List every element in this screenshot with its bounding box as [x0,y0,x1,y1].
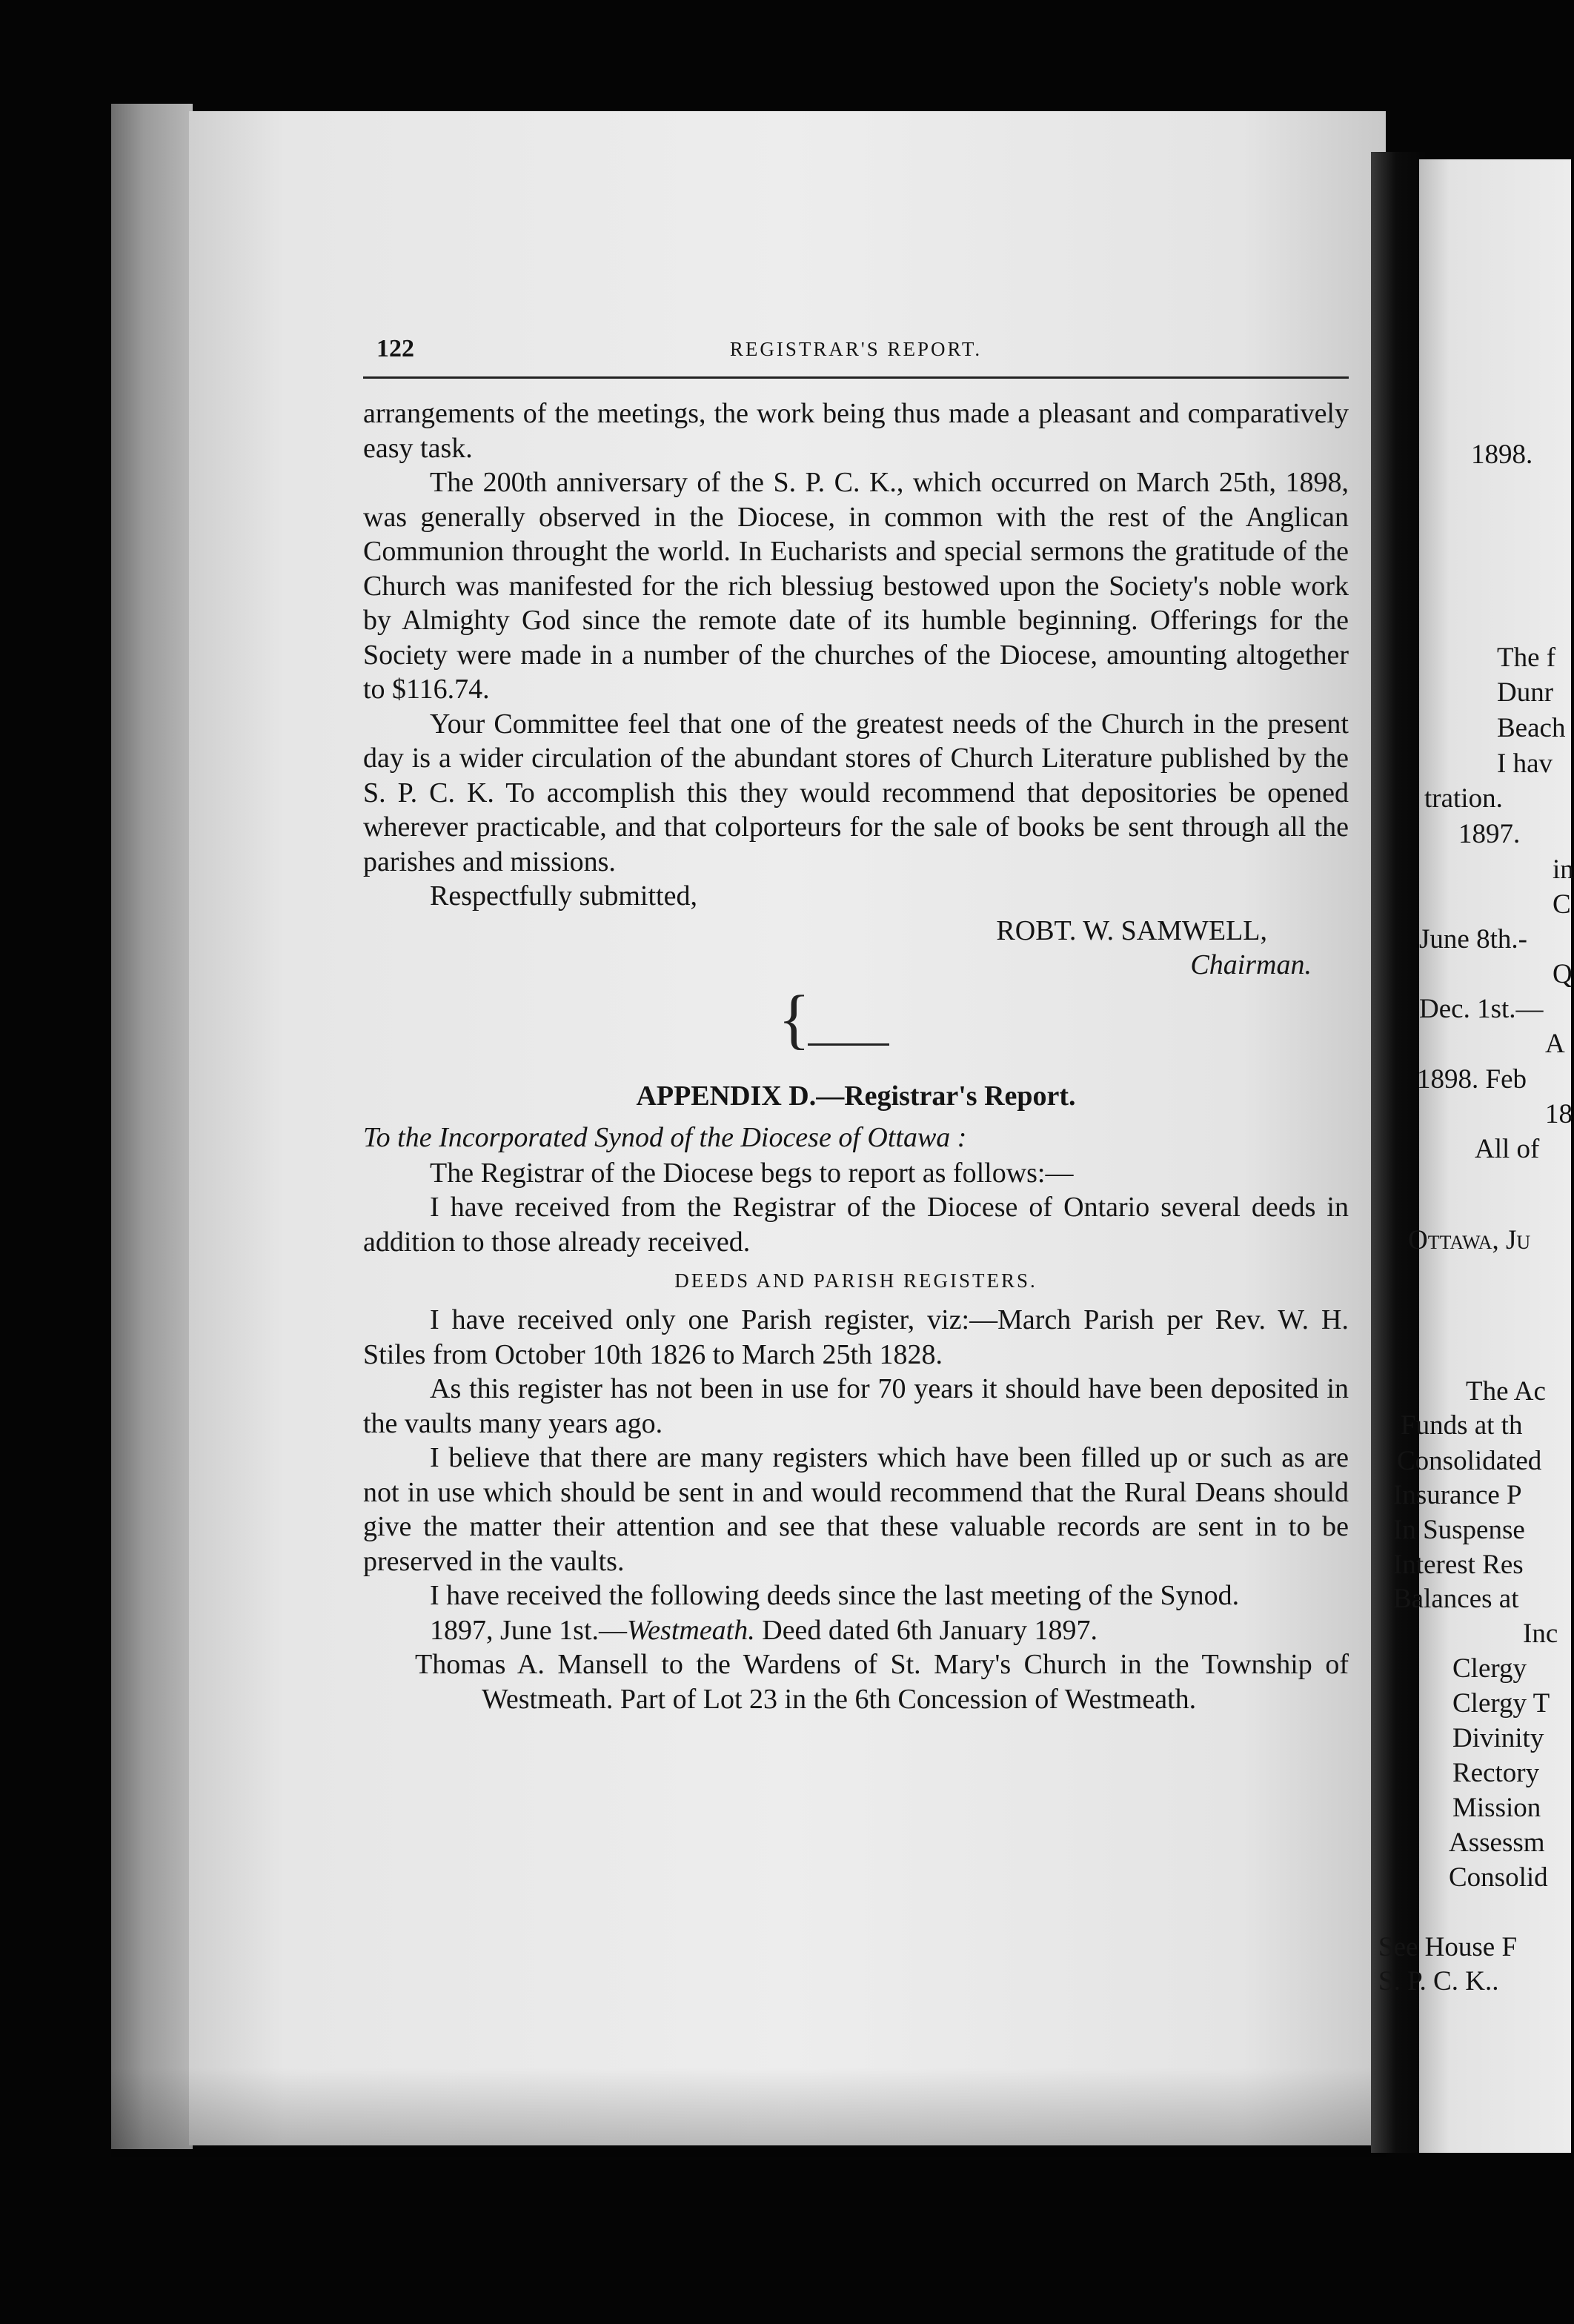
address-line: To the Incorporated Synod of the Diocese of Ottawa : [363,1121,967,1153]
paragraph: I have received the following deeds since the last meeting of the Synod. [430,1580,1240,1611]
right-line: In Suspense [1393,1515,1525,1545]
book-gutter [1371,152,1427,2153]
right-line: The Ac [1466,1376,1546,1407]
closing-line: Respectfully submitted, [430,880,697,912]
right-line: June 8th.- [1419,924,1527,954]
paragraph: arrangements of the meetings, the work being thus made a pleasant and comparatively easy task. [363,398,1349,464]
right-line: in [1553,854,1574,885]
right-line: Q [1553,959,1573,989]
left-page-text [363,326,1349,1716]
paragraph: I believe that there are many registers which have been filled up or such as are not in use which should be sent in and would recommend that the Rural Deans should give the matter their attention and see that these valuable records are sent in to be preserved in the vaults. [363,1442,1349,1577]
right-line: Inc [1523,1618,1558,1649]
right-line: 18 [1545,1099,1573,1129]
running-title: REGISTRAR'S REPORT. [729,338,983,360]
brace-mark: { [778,982,811,1056]
right-line: Consolid [1449,1862,1548,1893]
right-line: C [1553,889,1571,920]
right-line: Dec. 1st.— [1419,994,1544,1024]
right-line: Rectory [1452,1758,1540,1788]
right-line: Beach [1497,713,1566,743]
paragraph: The Registrar of the Diocese begs to report as follows:— [430,1157,1074,1189]
page-shadow [111,2068,1386,2157]
right-line: 1898. [1471,439,1533,470]
running-header [363,326,1349,379]
right-line: tration. [1424,783,1503,814]
paragraph: I have received from the Registrar of the Diocese of Ontario several deeds in addition to those already received. [363,1192,1349,1258]
entry-deed: Deed dated 6th January 1897. [762,1614,1098,1646]
right-line: Mission [1452,1793,1541,1823]
entry-place: Westmeath. [627,1614,755,1646]
signature-name: ROBT. W. SAMWELL, [996,914,1267,946]
right-line: Ottawa, Ju [1408,1225,1531,1255]
right-line: 1897. [1458,819,1521,849]
paragraph: The 200th anniversary of the S. P. C. K., which occurred on March 25th, 1898, was generally observed in the Diocese, in common with the rest of the Anglican Communion throught the world. In Eucharists and special sermons the gratitude of the Church was manifested for the rich blessiug bestowed upon the Society's noble work by Almighty God since the remote date of its humble beginning. Offerings for the Society were made in a number of the churches of the Diocese, amounting altogether to $116.74. [363,467,1349,705]
paragraph: Your Committee feel that one of the greatest needs of the Church in the present day is a wider circulation of the abundant stores of Church Literature published by the S. P. C. K. To accomplish this they would recommend that depositories be opened wherever practicable, and that colporteurs for the sale of books be sent through all the parishes and missions. [363,708,1349,877]
signature-title: Chairman. [1190,949,1312,980]
right-line: Consolidated [1397,1446,1542,1476]
right-line: Clergy [1452,1653,1527,1684]
deed-entry-body: Thomas A. Mansell to the Wardens of St. Mary's Church in the Township of Westmeath. Part of Lot 23 in the 6th Concession of Westmeath. [415,1649,1349,1715]
right-line: Interest Res [1393,1550,1524,1580]
right-line: The f [1497,643,1556,673]
right-line: S. P. C. K.. [1378,1966,1499,1996]
paragraph: As this register has not been in use for 70 years it should have been deposited in the vaults many years ago. [363,1373,1349,1439]
right-line: Funds at th [1401,1410,1523,1441]
short-rule [808,1043,889,1046]
entry-date: 1897, June 1st.— [430,1614,627,1646]
book-page-edges [111,104,193,2149]
separator-mark [363,983,1349,1064]
right-line: I hav [1497,748,1553,779]
paragraph: I have received only one Parish register, viz:—March Parish per Rev. W. H. Stiles from October 10th 1826 to March 25th 1828. [363,1304,1349,1370]
deed-entry-heading [363,1613,1349,1648]
right-line: Dunr [1497,677,1554,708]
right-line: 1898. Feb [1417,1064,1527,1095]
page-number: 122 [376,335,414,362]
right-line: Divinity [1452,1723,1544,1753]
right-line: All of [1475,1134,1540,1164]
right-line: A [1545,1029,1565,1059]
right-line: Balances at [1393,1584,1519,1614]
right-line: Insurance P [1393,1480,1522,1510]
right-line: See House F [1378,1932,1518,1962]
section-subheading: DEEDS AND PARISH REGISTERS. [674,1269,1037,1292]
right-line: Clergy T [1452,1688,1550,1719]
appendix-heading: APPENDIX D.—Registrar's Report. [636,1080,1076,1112]
right-line: Assessm [1449,1827,1545,1858]
